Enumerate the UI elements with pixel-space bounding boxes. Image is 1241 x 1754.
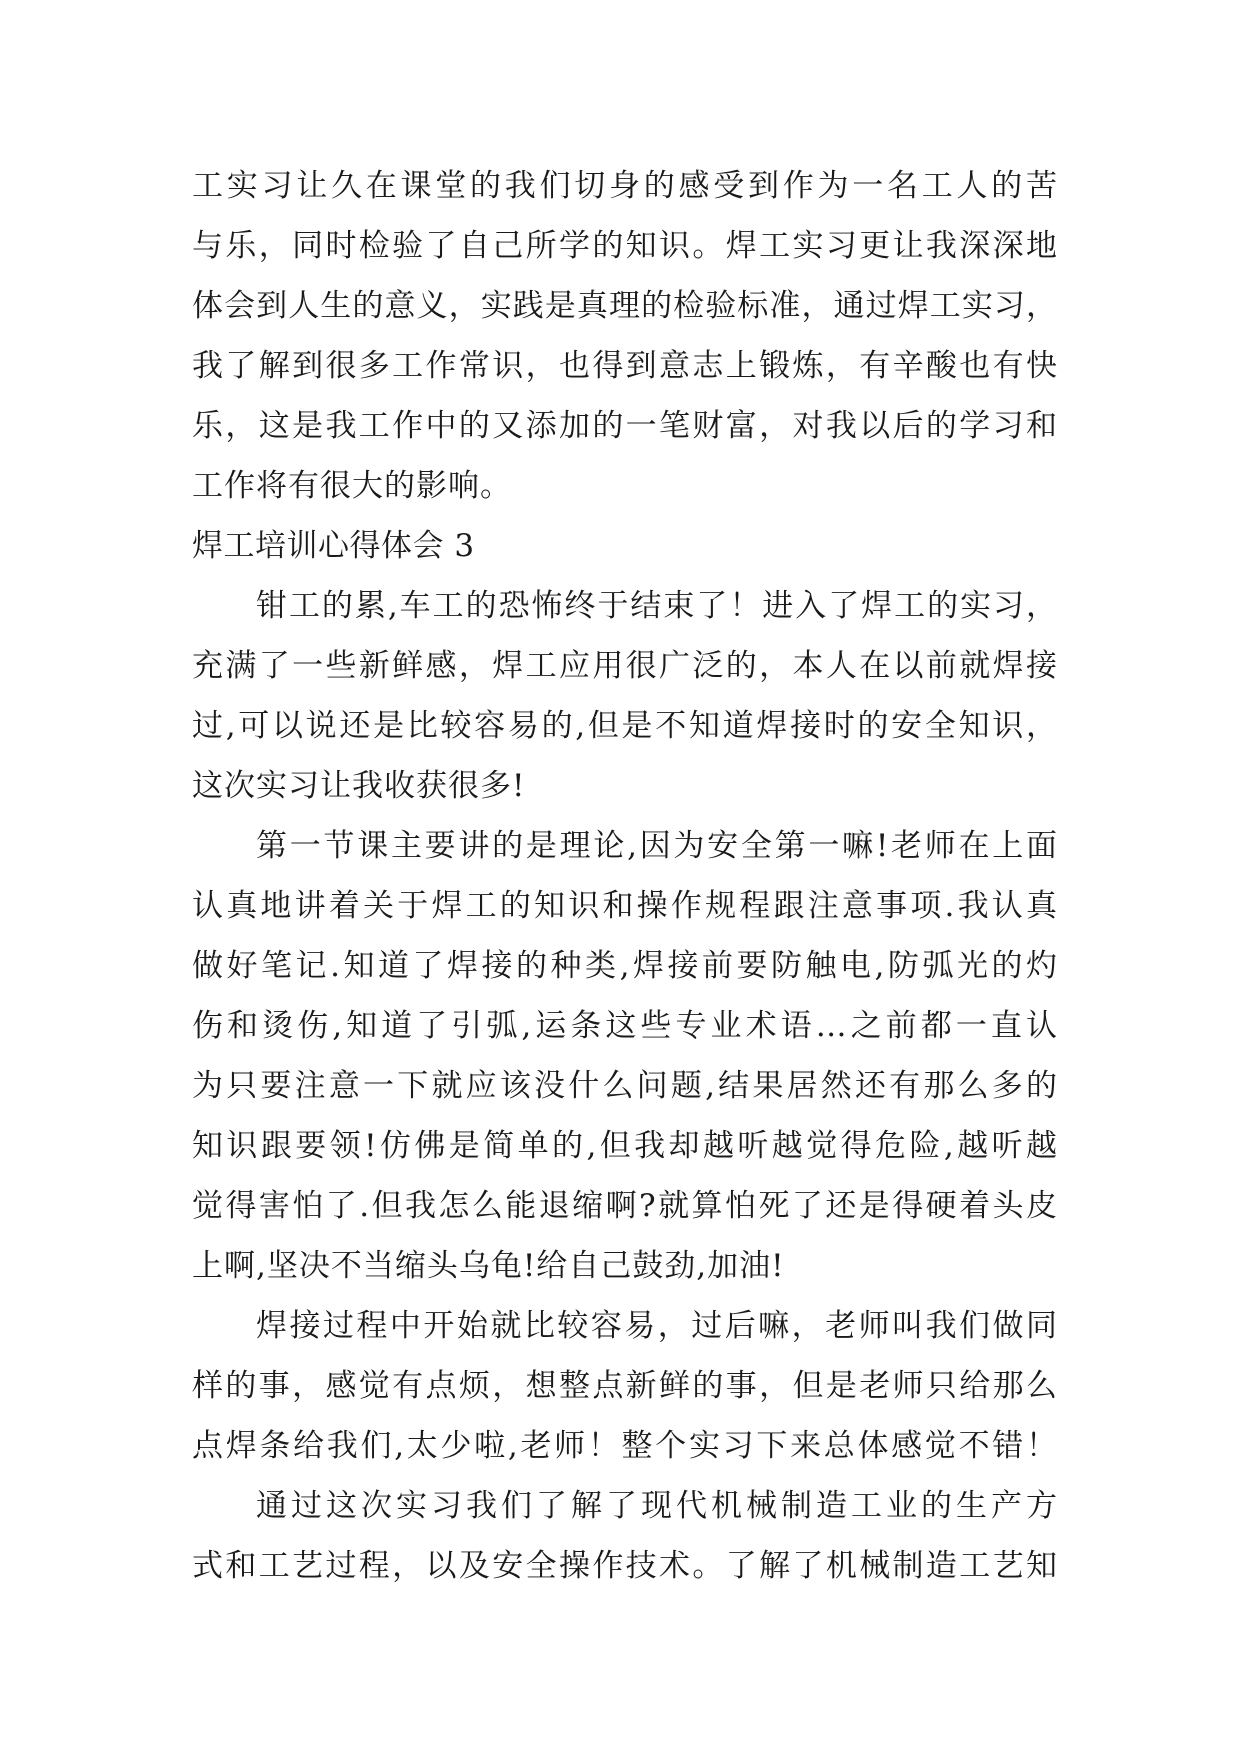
text-line: 式和工艺过程，以及安全操作技术。了解了机械制造工艺知 <box>192 1548 1058 1584</box>
text-line: 觉得害怕了.但我怎么能退缩啊?就算怕死了还是得硬着头皮 <box>192 1188 1058 1224</box>
text-line: 体会到人生的意义，实践是真理的检验标准，通过焊工实习， <box>192 288 1058 324</box>
text-line: 上啊,坚决不当缩头乌龟!给自己鼓劲,加油! <box>192 1248 785 1284</box>
paragraph-2 <box>192 576 1058 816</box>
document-body <box>192 156 1058 1596</box>
text-line: 充满了一些新鲜感，焊工应用很广泛的，本人在以前就焊接 <box>192 648 1058 684</box>
section-heading: 焊工培训心得体会 3 <box>192 528 475 564</box>
paragraph-1 <box>192 156 1058 516</box>
text-line: 第一节课主要讲的是理论,因为安全第一嘛!老师在上面 <box>256 828 1058 864</box>
text-line: 过,可以说还是比较容易的,但是不知道焊接时的安全知识， <box>192 708 1058 744</box>
text-line: 通过这次实习我们了解了现代机械制造工业的生产方 <box>256 1488 1058 1524</box>
text-line: 样的事，感觉有点烦，想整点新鲜的事，但是老师只给那么 <box>192 1368 1058 1404</box>
text-line: 工实习让久在课堂的我们切身的感受到作为一名工人的苦 <box>192 168 1058 204</box>
text-line: 乐，这是我工作中的又添加的一笔财富，对我以后的学习和 <box>192 408 1058 444</box>
text-line: 我了解到很多工作常识，也得到意志上锻炼，有辛酸也有快 <box>192 348 1058 384</box>
text-line: 认真地讲着关于焊工的知识和操作规程跟注意事项.我认真 <box>192 888 1058 924</box>
text-line: 做好笔记.知道了焊接的种类,焊接前要防触电,防弧光的灼 <box>192 948 1058 984</box>
text-line: 与乐，同时检验了自己所学的知识。焊工实习更让我深深地 <box>192 228 1058 264</box>
text-line: 知识跟要领!仿佛是简单的,但我却越听越觉得危险,越听越 <box>192 1128 1058 1164</box>
text-line: 工作将有很大的影响。 <box>192 468 512 504</box>
paragraph-5 <box>192 1476 1058 1596</box>
paragraph-4 <box>192 1296 1058 1476</box>
text-line: 伤和烫伤,知道了引弧,运条这些专业术语…之前都一直认 <box>192 1008 1058 1044</box>
text-line: 焊接过程中开始就比较容易，过后嘛，老师叫我们做同 <box>256 1308 1058 1344</box>
text-line: 点焊条给我们,太少啦,老师！整个实习下来总体感觉不错！ <box>192 1428 1058 1464</box>
text-line: 为只要注意一下就应该没什么问题,结果居然还有那么多的 <box>192 1068 1058 1104</box>
text-line: 这次实习让我收获很多! <box>192 768 526 804</box>
paragraph-3 <box>192 816 1058 1296</box>
text-line: 钳工的累,车工的恐怖终于结束了！进入了焊工的实习， <box>256 588 1058 624</box>
